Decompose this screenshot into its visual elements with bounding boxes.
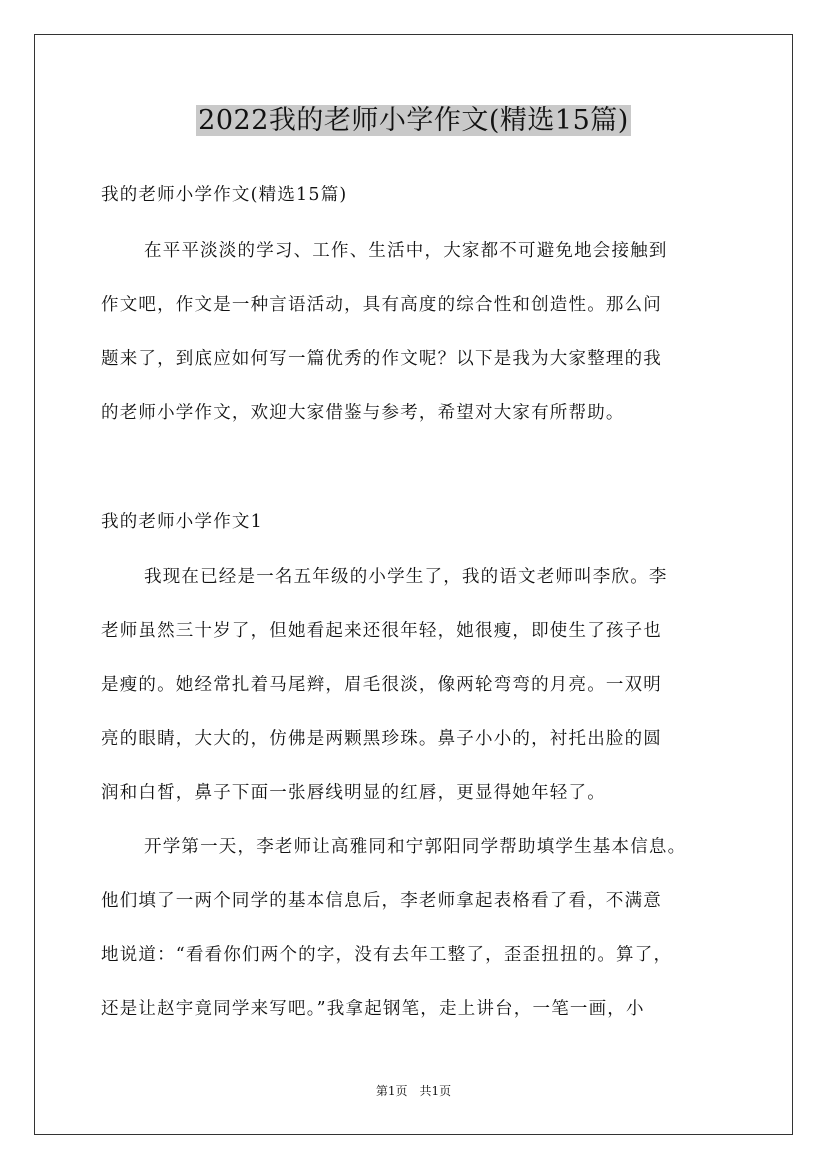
paragraph-line: 我现在已经是一名五年级的小学生了，我的语文老师叫李欣。李: [144, 567, 668, 587]
intro-line: 作文吧，作文是一种言语活动，具有高度的综合性和创造性。那么问: [101, 295, 662, 315]
paragraph-line: 润和白皙，鼻子下面一张唇线明显的红唇，更显得她年轻了。: [101, 783, 606, 803]
paragraph-line: 他们填了一两个同学的基本信息后，李老师拿起表格看了看，不满意: [101, 891, 662, 911]
paragraph-line: 还是让赵宇竟同学来写吧。”我拿起钢笔，走上讲台，一笔一画，小: [101, 999, 645, 1019]
document-title: [0, 101, 827, 141]
intro-line: 的老师小学作文，欢迎大家借鉴与参考，希望对大家有所帮助。: [101, 403, 625, 423]
paragraph-line: 亮的眼睛，大大的，仿佛是两颗黑珍珠。鼻子小小的，衬托出脸的圆: [101, 729, 662, 749]
page-number: 第1页 共1页: [375, 1084, 452, 1098]
paragraph-line: 开学第一天，李老师让高雅同和宁郭阳同学帮助填学生基本信息。: [144, 837, 687, 857]
paragraph-line: 老师虽然三十岁了，但她看起来还很年轻，她很瘦，即使生了孩子也: [101, 621, 662, 641]
title-text: 2022我的老师小学作文(精选15篇): [198, 105, 629, 136]
intro-line: 题来了，到底应如何写一篇优秀的作文呢？以下是我为大家整理的我: [101, 349, 662, 369]
intro-line: 在平平淡淡的学习、工作、生活中，大家都不可避免地会接触到: [144, 241, 668, 261]
paragraph-line: 地说道：“看看你们两个的字，没有去年工整了，歪歪扭扭的。算了，: [101, 945, 673, 965]
section-heading: 我的老师小学作文1: [101, 512, 263, 532]
subtitle: 我的老师小学作文(精选15篇): [101, 185, 348, 205]
paragraph-line: 是瘦的。她经常扎着马尾辫，眉毛很淡，像两轮弯弯的月亮。一双明: [101, 675, 662, 695]
